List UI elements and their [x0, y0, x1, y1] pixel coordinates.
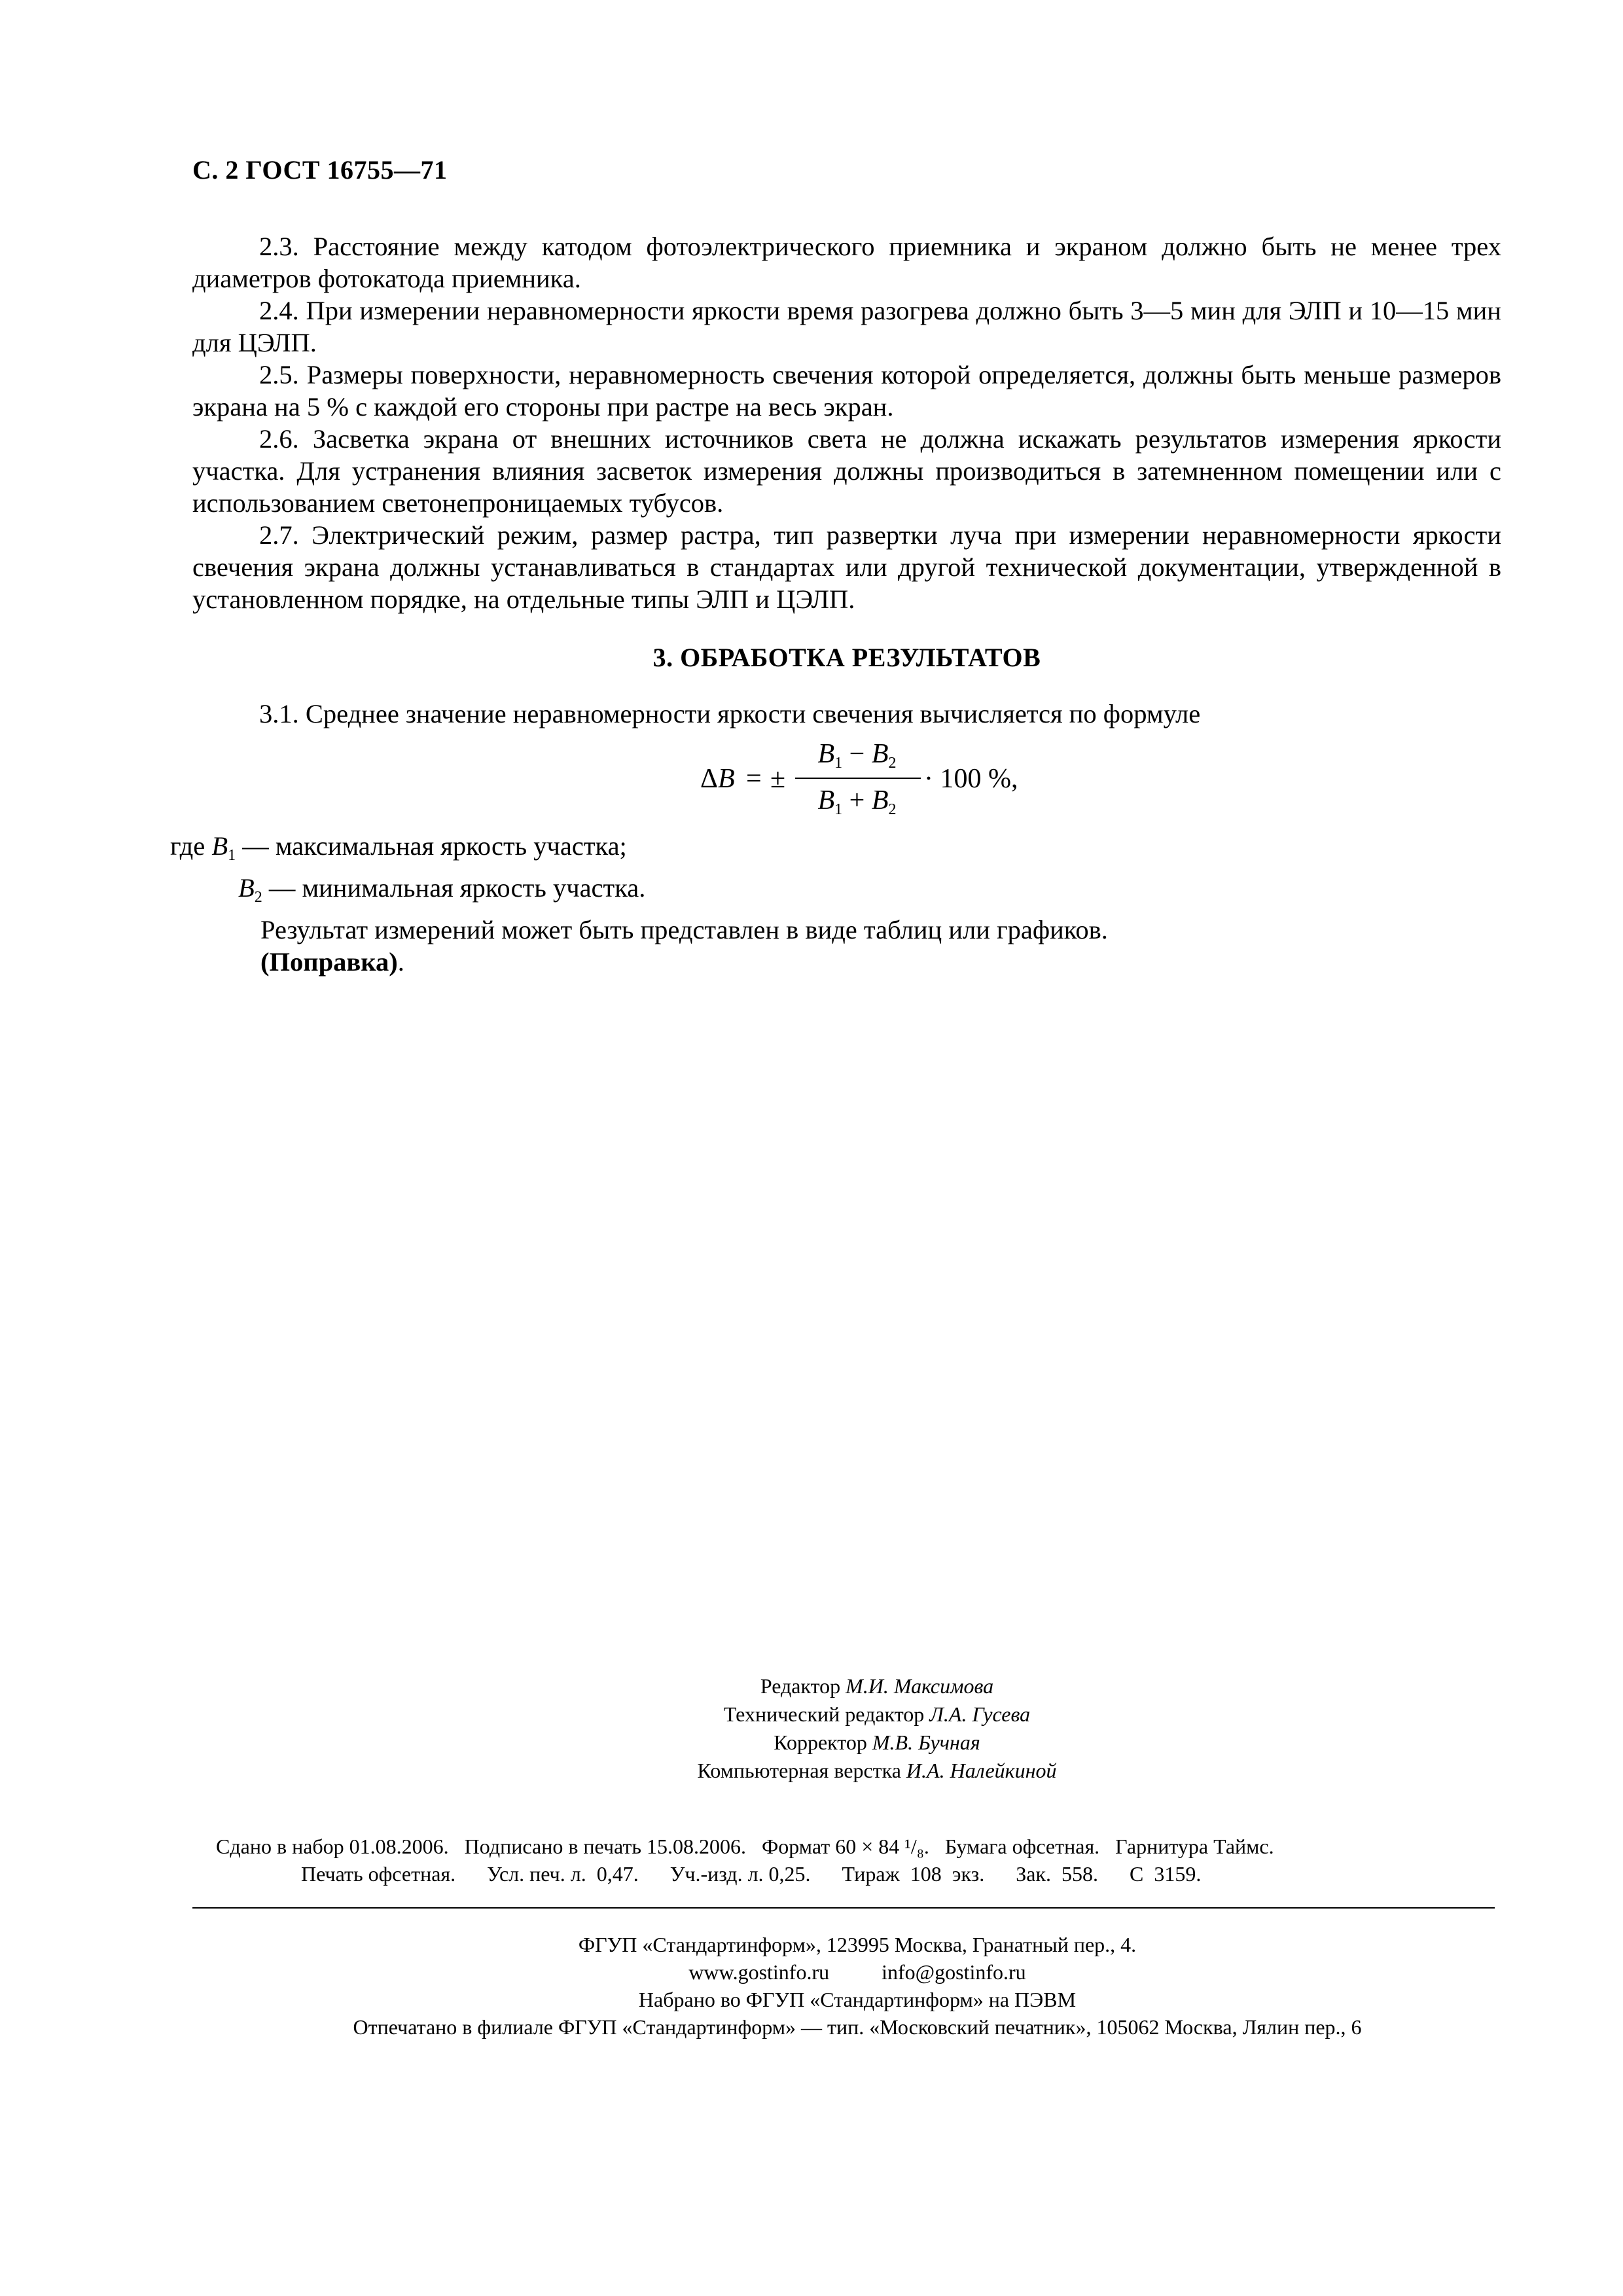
numerator-operator: − — [842, 739, 872, 769]
formula-lhs-var: B — [718, 764, 735, 794]
delta-symbol: Δ — [700, 764, 719, 794]
definition-b2-var: B — [238, 873, 255, 903]
paragraph-2-6: 2.6. Засветка экрана от внешних источников света не должна искажать результатов измерения яркости участка. Для устранения влияния засветок измерения должны производиться в затемненном помещении или с использованием светонепроницаемых тубусов. — [192, 424, 1501, 518]
formula-multiplier: · 100 %, — [924, 764, 1018, 794]
definition-b1-sub: 1 — [228, 847, 236, 864]
paragraph-2-7: 2.7. Электрический режим, размер растра, тип развертки луча при измерении неравномерности яркости свечения экрана должны устанавливаться в стандартах или другой технической документации, утвержденной в установленном порядке, на отдельные типы ЭЛП и ЦЭЛП. — [192, 520, 1501, 614]
main-text — [192, 230, 1501, 730]
denominator-sub-b: 2 — [888, 801, 897, 818]
paragraph-2-3: 2.3. Расстояние между катодом фотоэлектрического приемника и экраном должно быть не менее трех диаметров фотокатода приемника. — [192, 232, 1501, 293]
definition-b1-text: — максимальная яркость участка; — [236, 831, 627, 861]
amendment-label: (Поправка) — [260, 947, 398, 977]
formula — [694, 738, 1034, 823]
credit-tech-editor — [131, 1700, 1623, 1729]
paragraph-3-1: 3.1. Среднее значение неравномерности яркости свечения вычисляется по формуле — [259, 699, 1201, 728]
page-header: С. 2 ГОСТ 16755—71 — [192, 155, 448, 185]
credit-corrector-name: М.В. Бучная — [872, 1731, 980, 1754]
paragraph-2-5: 2.5. Размеры поверхности, неравномерность свечения которой определяется, должны быть меньше размеров экрана на 5 % с каждой его стороны при растре на весь экран. — [192, 360, 1501, 422]
denominator-var-a: B — [817, 785, 835, 816]
definition-b2-text: — минимальная яркость участка. — [262, 873, 646, 903]
definitions — [170, 830, 1479, 978]
footer-email: info@gostinfo.ru — [882, 1960, 1026, 1984]
definition-prefix: где — [170, 831, 212, 861]
definition-b1 — [170, 830, 1479, 872]
amendment-note — [170, 946, 1479, 978]
credit-tech-editor-label: Технический редактор — [723, 1702, 925, 1726]
numerator-sub-a: 1 — [834, 755, 843, 772]
paragraph-2-4: 2.4. При измерении неравномерности яркости время разогрева должно быть 3—5 мин для ЭЛП и 10—15 мин для ЦЭЛП. — [192, 296, 1501, 357]
formula-equals: = — [746, 764, 762, 794]
credit-editor-name: М.И. Максимова — [846, 1674, 994, 1698]
footer-website: www.gostinfo.ru — [688, 1960, 830, 1984]
publishing-info — [216, 1833, 1459, 1888]
formula-denominator — [796, 785, 918, 819]
credits — [0, 1672, 1623, 1785]
formula-lhs — [700, 763, 735, 795]
credit-editor — [131, 1672, 1623, 1700]
amendment-dot: . — [397, 947, 404, 977]
fraction-bar — [795, 778, 921, 779]
credit-layout — [131, 1757, 1623, 1785]
footer-address: ФГУП «Стандартинформ», 123995 Москва, Гранатный пер., 4. — [578, 1933, 1137, 1956]
divider-rule — [192, 1907, 1495, 1909]
section-heading: 3. ОБРАБОТКА РЕЗУЛЬТАТОВ — [652, 643, 1041, 672]
credit-corrector — [131, 1729, 1623, 1757]
numerator-sub-b: 2 — [888, 755, 897, 772]
footer-contacts — [92, 1958, 1623, 1986]
footer — [0, 1931, 1623, 2041]
numerator-var-a: B — [817, 739, 835, 769]
denominator-var-b: B — [871, 785, 889, 816]
publishing-row-1: Сдано в набор 01.08.2006. Подписано в печать 15.08.2006. Формат 60 × 84 ¹/₈. Бумага офсетная. Гарнитура Таймс. — [216, 1835, 1274, 1858]
definition-b1-var: B — [211, 831, 228, 861]
formula-numerator — [796, 738, 918, 772]
credit-editor-label: Редактор — [760, 1674, 841, 1698]
formula-plus-minus: ± — [770, 764, 786, 794]
numerator-var-b: B — [871, 739, 889, 769]
publishing-row-2: Печать офсетная. Усл. печ. л. 0,47. Уч.-изд. л. 0,25. Тираж 108 экз. Зак. 558. С 3159. — [301, 1862, 1202, 1886]
credit-corrector-label: Корректор — [774, 1731, 867, 1754]
footer-typeset: Набрано во ФГУП «Стандартинформ» на ПЭВМ — [638, 1988, 1077, 2011]
footer-printed: Отпечатано в филиале ФГУП «Стандартинформ» — тип. «Московский печатник», 105062 Москва, Лялин пер., 6 — [353, 2015, 1362, 2039]
definition-b2-sub: 2 — [254, 889, 262, 906]
result-note: Результат измерений может быть представлен в виде таблиц или графиков. — [260, 915, 1108, 944]
denominator-sub-a: 1 — [834, 801, 843, 818]
denominator-operator: + — [842, 785, 872, 816]
credit-layout-label: Компьютерная верстка — [697, 1759, 901, 1782]
definition-b2 — [170, 872, 1479, 914]
credit-layout-name: И.А. Налейкиной — [906, 1759, 1057, 1782]
credit-tech-editor-name: Л.А. Гусева — [929, 1702, 1031, 1726]
